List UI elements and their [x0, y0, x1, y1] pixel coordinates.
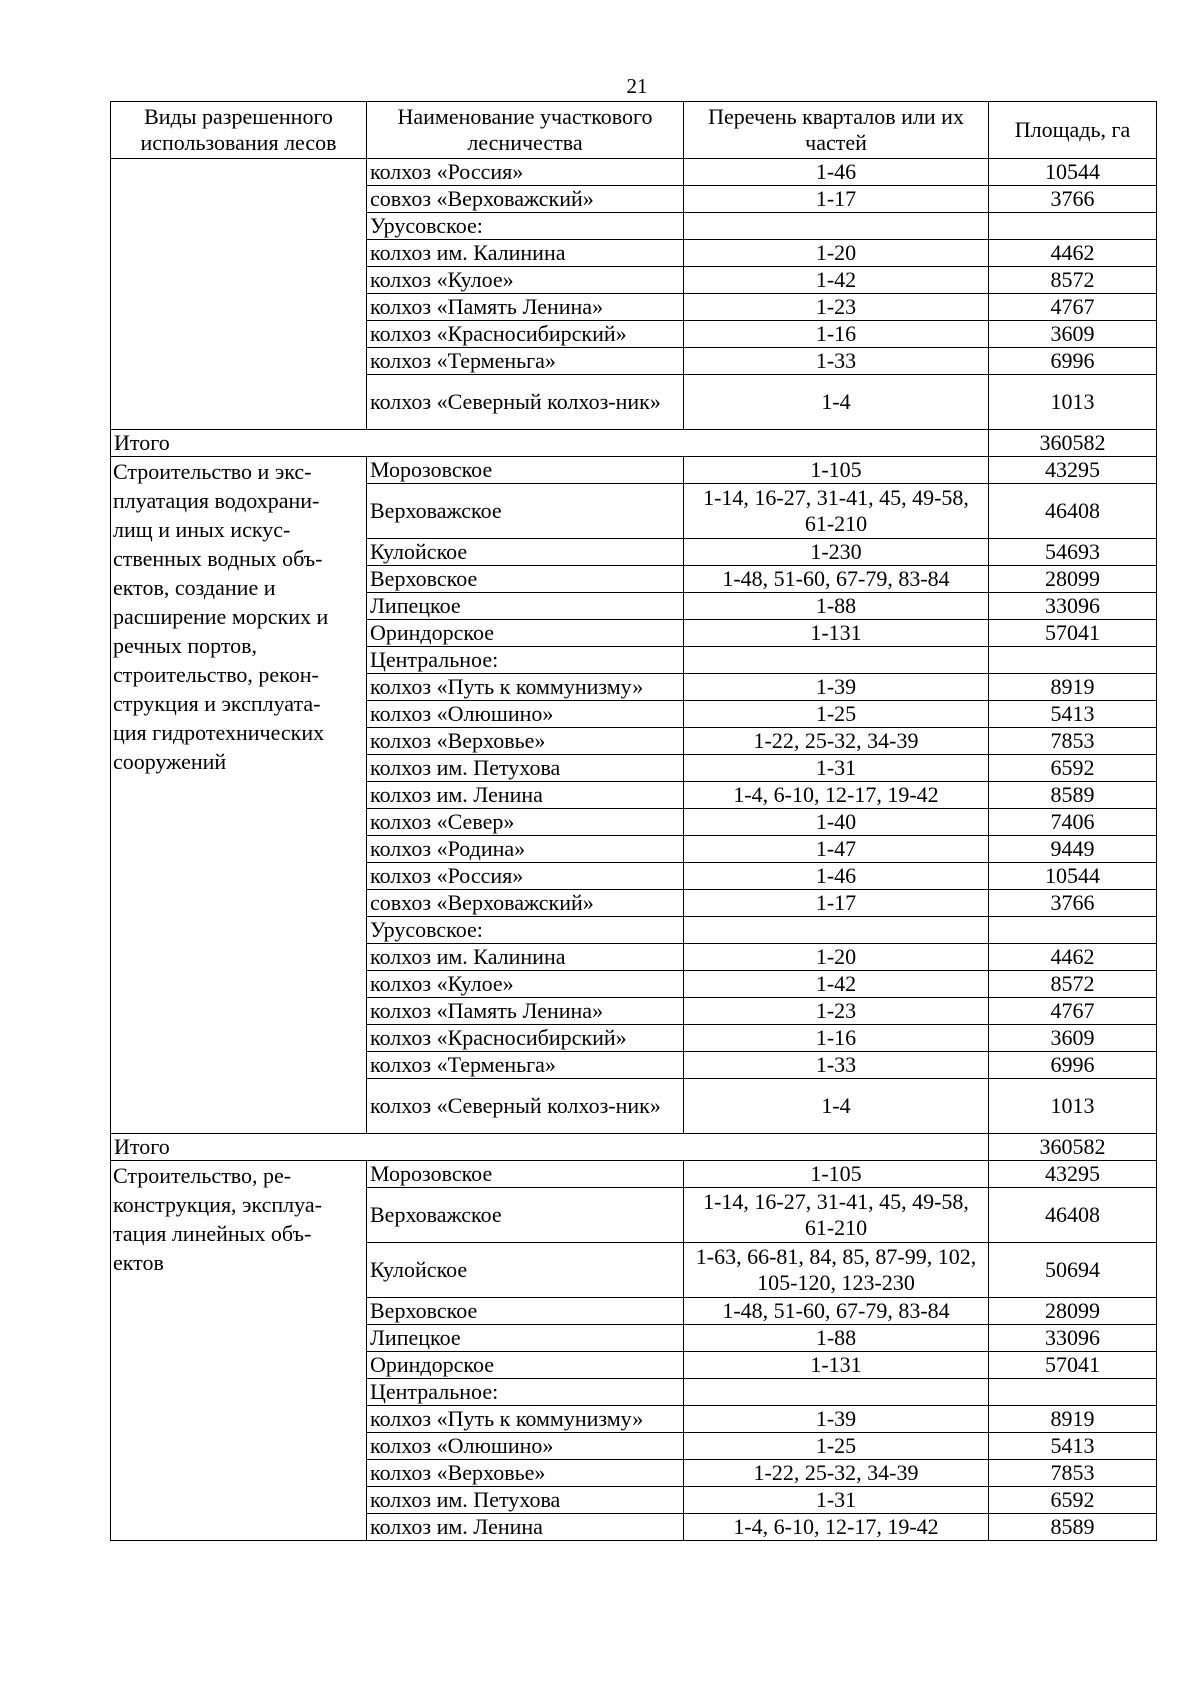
area-cell: 33096 — [989, 593, 1157, 620]
quarters-cell: 1-4, 6-10, 12-17, 19-42 — [684, 782, 989, 809]
area-cell: 7853 — [989, 1460, 1157, 1487]
quarters-cell: 1-39 — [684, 674, 989, 701]
district-cell: колхоз им. Калинина — [367, 240, 684, 267]
area-cell: 4767 — [989, 294, 1157, 321]
district-cell: Урусовское: — [367, 213, 684, 240]
district-cell: колхоз «Верховье» — [367, 728, 684, 755]
quarters-cell: 1-46 — [684, 863, 989, 890]
area-cell: 7853 — [989, 728, 1157, 755]
district-cell: колхоз «Родина» — [367, 836, 684, 863]
total-value: 360582 — [989, 1134, 1157, 1161]
area-cell: 10544 — [989, 863, 1157, 890]
quarters-cell: 1-14, 16-27, 31-41, 45, 49-58, 61-210 — [684, 1188, 989, 1243]
area-cell: 1013 — [989, 375, 1157, 430]
district-cell: Кулойское — [367, 539, 684, 566]
quarters-cell: 1-23 — [684, 998, 989, 1025]
table-body — [111, 159, 1157, 1541]
area-cell: 6592 — [989, 755, 1157, 782]
use-type-cell: Строительство и экс- плуатация водохрани- лищ и иных искус- ственных водных объ- ектов, создание и расширение морских и речных портов, строительство, рекон- струкция и эксплуата- ция гидротехнических сооружений — [111, 457, 367, 1134]
area-cell: 4462 — [989, 240, 1157, 267]
area-cell: 8572 — [989, 267, 1157, 294]
area-cell: 8572 — [989, 971, 1157, 998]
area-cell: 46408 — [989, 1188, 1157, 1243]
district-cell: колхоз «Кулое» — [367, 971, 684, 998]
area-cell: 4767 — [989, 998, 1157, 1025]
district-cell: колхоз им. Калинина — [367, 944, 684, 971]
area-cell: 3766 — [989, 186, 1157, 213]
area-cell: 57041 — [989, 1352, 1157, 1379]
area-cell: 43295 — [989, 457, 1157, 484]
district-cell: колхоз «Путь к коммунизму» — [367, 1406, 684, 1433]
district-cell: колхоз им. Петухова — [367, 755, 684, 782]
area-cell — [989, 647, 1157, 674]
quarters-cell: 1-105 — [684, 457, 989, 484]
quarters-cell: 1-17 — [684, 186, 989, 213]
district-cell: Кулойское — [367, 1243, 684, 1298]
district-cell: Центральное: — [367, 1379, 684, 1406]
quarters-cell: 1-22, 25-32, 34-39 — [684, 728, 989, 755]
header-district: Наименование участкового лесничества — [367, 102, 684, 159]
quarters-cell: 1-20 — [684, 944, 989, 971]
total-row — [111, 430, 1157, 457]
district-cell: колхоз «Красносибирский» — [367, 321, 684, 348]
quarters-cell: 1-88 — [684, 1325, 989, 1352]
quarters-cell: 1-42 — [684, 267, 989, 294]
district-cell: Урусовское: — [367, 917, 684, 944]
quarters-cell — [684, 213, 989, 240]
district-cell: колхоз «Олюшино» — [367, 701, 684, 728]
area-cell: 33096 — [989, 1325, 1157, 1352]
district-cell: колхоз «Северный колхоз-ник» — [367, 375, 684, 430]
district-cell: колхоз «Терменьга» — [367, 348, 684, 375]
area-cell: 1013 — [989, 1079, 1157, 1134]
district-cell: колхоз «Кулое» — [367, 267, 684, 294]
quarters-cell: 1-17 — [684, 890, 989, 917]
area-cell: 57041 — [989, 620, 1157, 647]
area-cell — [989, 1379, 1157, 1406]
header-area: Площадь, га — [989, 102, 1157, 159]
area-cell: 3609 — [989, 1025, 1157, 1052]
quarters-cell: 1-20 — [684, 240, 989, 267]
district-cell: колхоз «Олюшино» — [367, 1433, 684, 1460]
district-cell: колхоз «Верховье» — [367, 1460, 684, 1487]
quarters-cell: 1-131 — [684, 620, 989, 647]
quarters-cell: 1-48, 51-60, 67-79, 83-84 — [684, 1298, 989, 1325]
quarters-cell: 1-31 — [684, 1487, 989, 1514]
quarters-cell: 1-39 — [684, 1406, 989, 1433]
district-cell: колхоз «Память Ленина» — [367, 294, 684, 321]
district-cell: колхоз им. Ленина — [367, 782, 684, 809]
quarters-cell: 1-22, 25-32, 34-39 — [684, 1460, 989, 1487]
total-label: Итого — [111, 430, 989, 457]
quarters-cell: 1-88 — [684, 593, 989, 620]
quarters-cell: 1-25 — [684, 1433, 989, 1460]
district-cell: колхоз «Память Ленина» — [367, 998, 684, 1025]
quarters-cell: 1-105 — [684, 1161, 989, 1188]
quarters-cell: 1-4 — [684, 375, 989, 430]
quarters-cell: 1-16 — [684, 321, 989, 348]
area-cell — [989, 917, 1157, 944]
district-cell: Верховажское — [367, 484, 684, 539]
area-cell: 8589 — [989, 1514, 1157, 1541]
quarters-cell: 1-33 — [684, 348, 989, 375]
area-cell: 50694 — [989, 1243, 1157, 1298]
district-cell: Липецкое — [367, 593, 684, 620]
total-label: Итого — [111, 1134, 989, 1161]
quarters-cell: 1-4 — [684, 1079, 989, 1134]
area-cell: 54693 — [989, 539, 1157, 566]
total-value: 360582 — [989, 430, 1157, 457]
quarters-cell: 1-230 — [684, 539, 989, 566]
table-header-row — [111, 102, 1157, 159]
quarters-cell: 1-14, 16-27, 31-41, 45, 49-58, 61-210 — [684, 484, 989, 539]
district-cell: Морозовское — [367, 457, 684, 484]
quarters-cell: 1-25 — [684, 701, 989, 728]
district-cell: Центральное: — [367, 647, 684, 674]
quarters-cell: 1-16 — [684, 1025, 989, 1052]
quarters-cell: 1-42 — [684, 971, 989, 998]
area-cell — [989, 213, 1157, 240]
district-cell: колхоз «Россия» — [367, 863, 684, 890]
quarters-cell: 1-48, 51-60, 67-79, 83-84 — [684, 566, 989, 593]
quarters-cell: 1-46 — [684, 159, 989, 186]
quarters-cell: 1-40 — [684, 809, 989, 836]
area-cell: 7406 — [989, 809, 1157, 836]
area-cell: 8919 — [989, 1406, 1157, 1433]
district-cell: колхоз «Терменьга» — [367, 1052, 684, 1079]
header-use-type: Виды разрешенного использования лесов — [111, 102, 367, 159]
district-cell: колхоз «Красносибирский» — [367, 1025, 684, 1052]
area-cell: 8919 — [989, 674, 1157, 701]
district-cell: колхоз им. Ленина — [367, 1514, 684, 1541]
use-type-cell: Строительство, ре- конструкция, эксплуа- тация линейных объ- ектов — [111, 1161, 367, 1541]
district-cell: колхоз «Россия» — [367, 159, 684, 186]
district-cell: колхоз «Северный колхоз-ник» — [367, 1079, 684, 1134]
area-cell: 43295 — [989, 1161, 1157, 1188]
quarters-cell: 1-31 — [684, 755, 989, 782]
area-cell: 9449 — [989, 836, 1157, 863]
area-cell: 6592 — [989, 1487, 1157, 1514]
district-cell: Ориндорское — [367, 620, 684, 647]
area-cell: 46408 — [989, 484, 1157, 539]
forest-use-table — [110, 101, 1157, 1541]
table-row — [111, 457, 1157, 484]
quarters-cell: 1-47 — [684, 836, 989, 863]
area-cell: 5413 — [989, 1433, 1157, 1460]
table-row — [111, 159, 1157, 186]
quarters-cell: 1-63, 66-81, 84, 85, 87-99, 102, 105-120, 123-230 — [684, 1243, 989, 1298]
area-cell: 10544 — [989, 159, 1157, 186]
district-cell: колхоз «Путь к коммунизму» — [367, 674, 684, 701]
area-cell: 6996 — [989, 348, 1157, 375]
district-cell: Ориндорское — [367, 1352, 684, 1379]
district-cell: совхоз «Верховажский» — [367, 186, 684, 213]
area-cell: 3609 — [989, 321, 1157, 348]
area-cell: 4462 — [989, 944, 1157, 971]
table-row — [111, 1161, 1157, 1188]
area-cell: 3766 — [989, 890, 1157, 917]
page-number: 21 — [626, 74, 648, 98]
use-type-cell — [111, 159, 367, 430]
quarters-cell — [684, 647, 989, 674]
quarters-cell: 1-131 — [684, 1352, 989, 1379]
area-cell: 28099 — [989, 566, 1157, 593]
district-cell: Верховское — [367, 566, 684, 593]
area-cell: 6996 — [989, 1052, 1157, 1079]
quarters-cell: 1-4, 6-10, 12-17, 19-42 — [684, 1514, 989, 1541]
total-row — [111, 1134, 1157, 1161]
district-cell: колхоз «Север» — [367, 809, 684, 836]
quarters-cell — [684, 1379, 989, 1406]
district-cell: колхоз им. Петухова — [367, 1487, 684, 1514]
district-cell: совхоз «Верховажский» — [367, 890, 684, 917]
area-cell: 28099 — [989, 1298, 1157, 1325]
quarters-cell: 1-33 — [684, 1052, 989, 1079]
district-cell: Липецкое — [367, 1325, 684, 1352]
area-cell: 8589 — [989, 782, 1157, 809]
quarters-cell — [684, 917, 989, 944]
header-quarters: Перечень кварталов или их частей — [684, 102, 989, 159]
district-cell: Верховское — [367, 1298, 684, 1325]
district-cell: Морозовское — [367, 1161, 684, 1188]
quarters-cell: 1-23 — [684, 294, 989, 321]
area-cell: 5413 — [989, 701, 1157, 728]
district-cell: Верховажское — [367, 1188, 684, 1243]
